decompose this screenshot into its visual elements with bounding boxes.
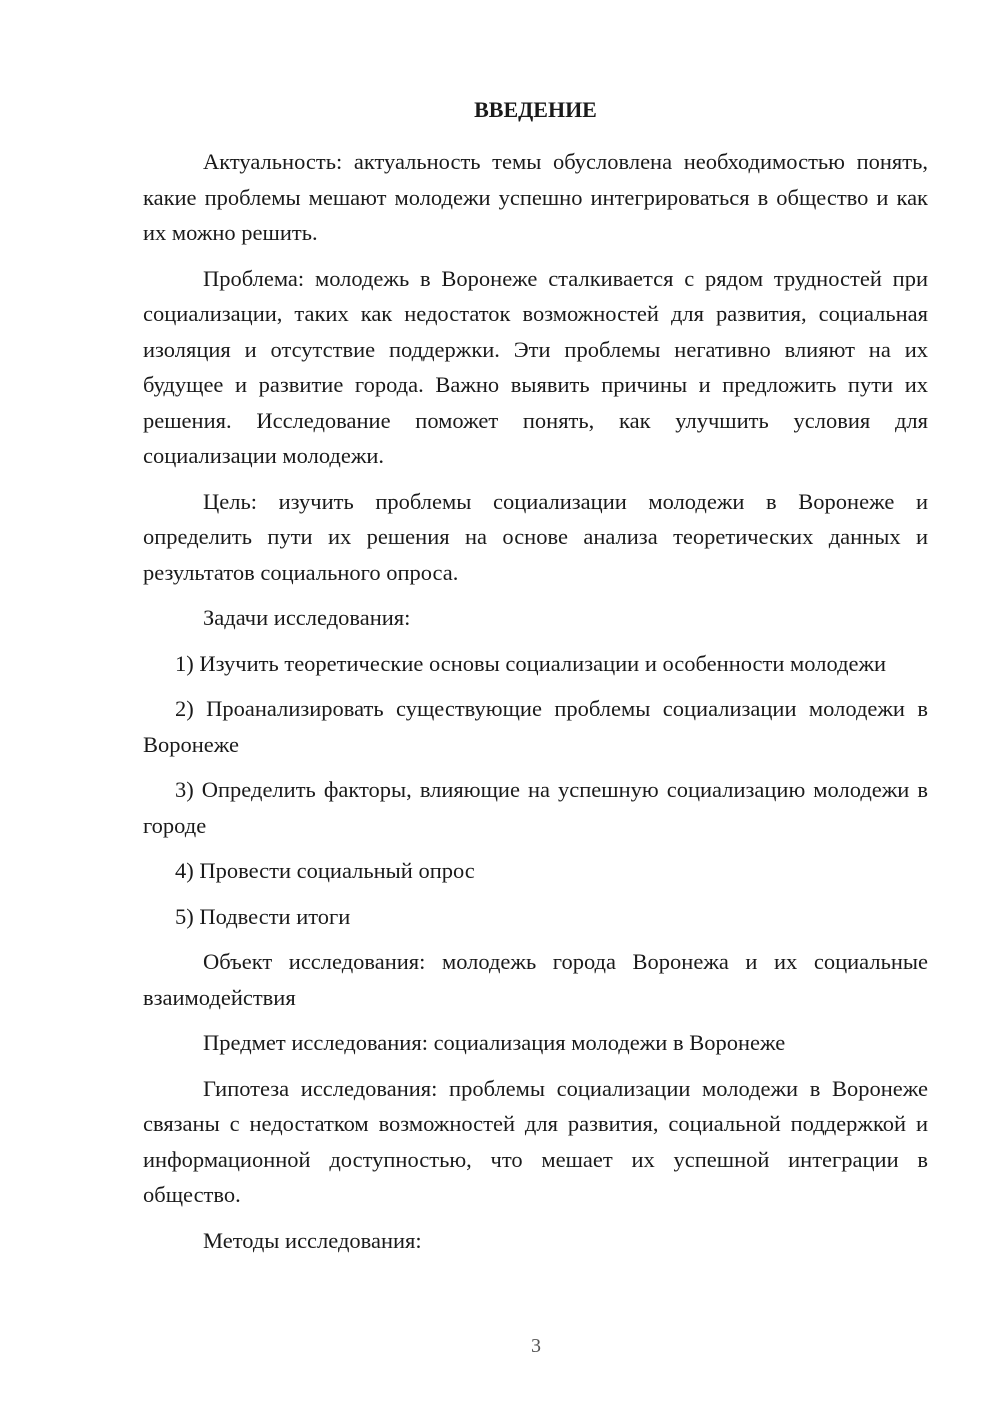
task-item-1: 1) Изучить теоретические основы социализации и особенности молодежи: [175, 650, 887, 676]
paragraph-goal: Цель: изучить проблемы социализации молодежи в Воронеже и определить пути их решения на основе анализа теоретических данных и результатов социального опроса.: [143, 488, 928, 585]
tasks-title: Задачи исследования:: [203, 605, 411, 630]
paragraph-subject: Предмет исследования: социализация молодежи в Воронеже: [203, 1030, 786, 1055]
task-item-5: 5) Подвести итоги: [175, 903, 351, 929]
page-number: 3: [531, 1335, 541, 1357]
paragraph-methods: Методы исследования:: [203, 1227, 422, 1253]
paragraph-hypothesis: Гипотеза исследования: проблемы социализации молодежи в Воронеже связаны с недостатком возможностей для развития, социальной поддержкой и информационной доступностью, что мешает их успешной интеграции в общество.: [143, 1075, 928, 1207]
task-item-4: 4) Провести социальный опрос: [175, 858, 475, 883]
document-page: [143, 92, 928, 1268]
task-item-3: 3) Определить факторы, влияющие на успешную социализацию молодежи в городе: [143, 777, 928, 838]
paragraph-problem: Проблема: молодежь в Воронеже сталкивается с рядом трудностей при социализации, таких как недостаток возможностей для развития, социальная изоляция и отсутствие поддержки. Эти проблемы негативно влияют на их будущее и развитие города. Важно выявить причины и предложить пути их решения. Исследование поможет понять, как улучшить условия для социализации молодежи.: [143, 265, 928, 468]
section-heading: ВВЕДЕНИЕ: [474, 97, 597, 122]
paragraph-object: Объект исследования: молодежь города Воронежа и их социальные взаимодействия: [143, 949, 928, 1010]
task-item-2: 2) Проанализировать существующие проблемы социализации молодежи в Воронеже: [143, 696, 928, 757]
paragraph-relevance: Актуальность: актуальность темы обусловлена необходимостью понять, какие проблемы мешают молодежи успешно интегрироваться в общество и как их можно решить.: [143, 149, 928, 245]
